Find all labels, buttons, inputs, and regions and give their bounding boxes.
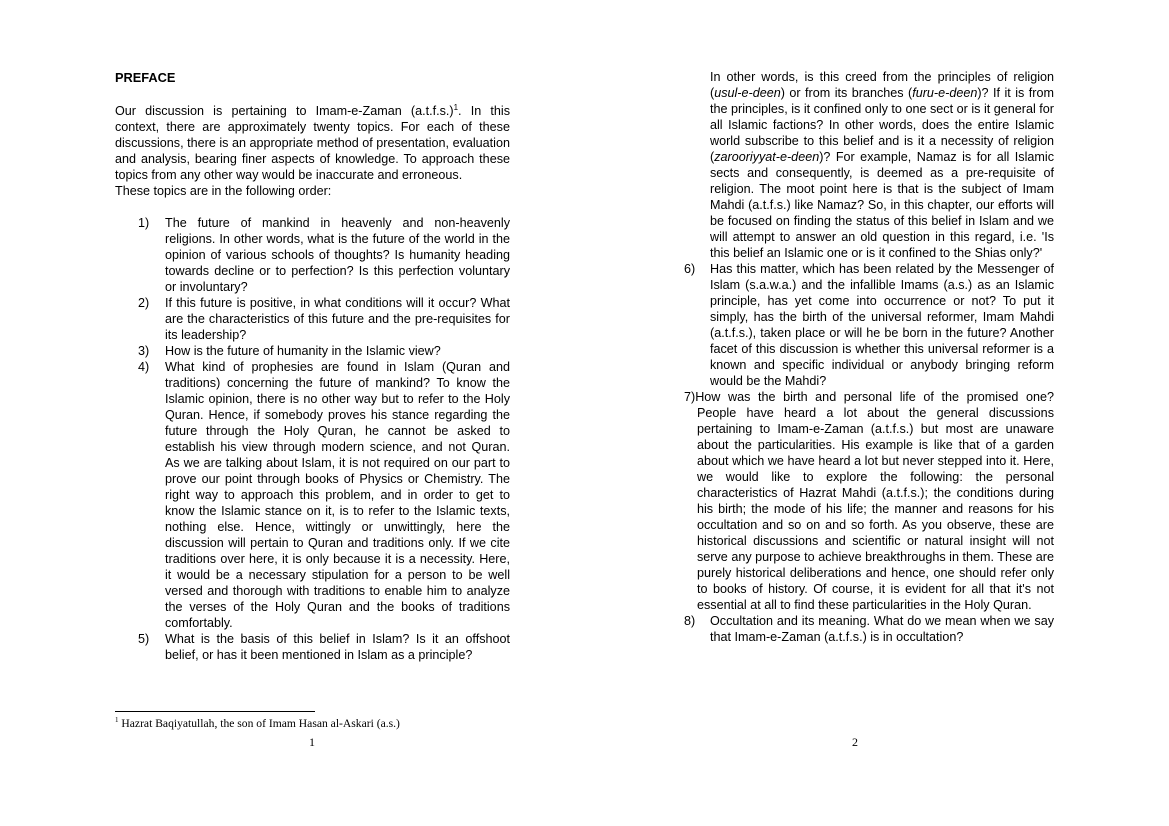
topic-text: What kind of prophesies are found in Islam (Quran and traditions) concerning the future of mankind? To know the Islamic opinion, there is no other way but to refer to the Holy Quran. Hence, if somebody proves his stance regarding the future through the Holy Quran, he cannot be asked to establish his view through modern science, and not Quran. As we are talking about Islam, it is not required on our part to prove our point through books of Physics or Chemistry. The right way to approach this problem, and in order to get to know the Islamic stance on it, is to refer to the Islamic texts, nothing else. Hence, wittingly or unwittingly, here the discussion will pertain to Quran and traditions only. If we cite traditions over here, it is only because it is a necessity. Here, it would be a necessary stipulation for a person to be well versed and thorough with traditions to enable him to analyze the verses of the Holy Quran and the books of traditions comfortably. [165, 360, 510, 630]
continued-paragraph [684, 69, 1054, 261]
footnote-ref[interactable]: 1 [453, 102, 459, 112]
topic-item [684, 261, 1054, 389]
topic-text: How was the birth and personal life of the promised one? People have heard a lot about the general discussions pertaining to Imam-e-Zaman (a.t.f.s.) but most are unaware about the particularities. His example is like that of a garden about which we have heard a lot but never stepped into it. Here, we would like to explore the following: the personal characteristics of Hazrat Mahdi (a.t.f.s.); the conditions during his birth; the mode of his life; the manner and reasons for his occultation and so on and so forth. As you observe, these are historical discussions and scientific or natural insight will not serve any purpose to achieve breakthroughs in them. These are purely historical deliberations and hence, one should refer only to books of history. Of course, it is evident for all that it's not essential at all to find these particularities in the Holy Quran. [695, 390, 1054, 612]
intro-paragraph [115, 103, 510, 183]
page-right-text-column [684, 69, 1054, 645]
topic-number: 8) [684, 614, 696, 628]
topic-number: 6) [684, 262, 696, 276]
topic-text: Has this matter, which has been related by the Messenger of Islam (s.a.w.a.) and the infallible Imams (a.s.) as an Islamic principle, has yet come into occurrence or not? To put it simply, has the birth of the universal reformer, Imam Mahdi (a.t.f.s.), taken place or will he be born in the future? Another facet of this discussion is whether this universal reformer is a known and specific individual or anybody bringing reform would be the Mahdi? [710, 262, 1054, 388]
footnote [115, 717, 535, 731]
topic-text: How is the future of humanity in the Islamic view? [165, 344, 441, 358]
topics-list [115, 215, 510, 663]
continued-text: )? For example, Namaz is for all Islamic sects and consequently, is deemed as a pre-requisite of religion. The moot point here is that is the subject of Imam Mahdi (a.t.f.s.) like Namaz? So, in this chapter, our efforts will be focused on finding the status of this belief in Islam and we will attempt to answer an old question in this regard, i.e. 'Is this belief an Islamic one or is it confined to the Shias only?' [710, 150, 1054, 260]
order-line: These topics are in the following order: [115, 184, 332, 198]
topic-item [684, 389, 1054, 613]
footnote-text: Hazrat Baqiyatullah, the son of Imam Hasan al-Askari (a.s.) [121, 717, 400, 730]
topic-text: Occultation and its meaning. What do we mean when we say that Imam-e-Zaman (a.t.f.s.) is in occultation? [710, 614, 1054, 644]
topic-text: What is the basis of this belief in Islam? Is it an offshoot belief, or has it been mentioned in Islam as a principle? [165, 632, 510, 662]
topic-number: 1) [138, 216, 150, 230]
page-left-text-column [115, 69, 510, 663]
term-furu-e-deen: furu-e-deen [912, 86, 978, 100]
footnote-marker: 1 [115, 716, 119, 725]
topic-item [115, 215, 510, 295]
continued-text: )? If it is from the principles, is it confined only to one sect or is it general for all Islamic factions? In other words, does the entire Islamic world subscribe to this belief and is it a necessity of religion ( [710, 86, 1054, 164]
term-usul-e-deen: usul-e-deen [714, 86, 781, 100]
intro-text: Our discussion is pertaining to Imam-e-Zaman (a.t.f.s.) [115, 104, 454, 118]
page-left [0, 0, 584, 826]
topic-item [115, 343, 510, 359]
topic-text: If this future is positive, in what conditions will it occur? What are the characteristics of this future and the pre-requisites for its leadership? [165, 296, 510, 342]
page-number: 1 [309, 735, 315, 749]
topic-item [115, 631, 510, 663]
topic-item [115, 359, 510, 631]
topic-number: 5) [138, 632, 150, 646]
continued-text: ) or from its branches ( [780, 86, 913, 100]
continued-text: In other words, is this creed from the principles of religion ( [710, 70, 1054, 100]
topics-list-continued [684, 261, 1054, 645]
topic-number: 3) [138, 344, 150, 358]
preface-heading: PREFACE [115, 70, 176, 85]
topic-text: The future of mankind in heavenly and non-heavenly religions. In other words, what is the future of the world in the opinion of various schools of thoughts? Is humanity heading towards decline or to perfection? Is this perfection voluntary or involuntary? [165, 216, 510, 294]
page-number: 2 [852, 735, 858, 749]
topic-number: 7) [684, 390, 696, 404]
term-zarooriyyat-e-deen: zarooriyyat-e-deen [714, 150, 820, 164]
page-right [584, 0, 1169, 826]
topic-number: 4) [138, 360, 150, 374]
topic-item [684, 613, 1054, 645]
topic-item [115, 295, 510, 343]
topic-number: 2) [138, 296, 150, 310]
footnote-divider [115, 711, 315, 712]
intro-text-rest: . In this context, there are approximately twenty topics. For each of these discussions, there is an appropriate method of presentation, evaluation and analysis, bearing finer aspects of knowledge. To approach these topics from any other way would be inaccurate and erroneous. [115, 104, 510, 182]
